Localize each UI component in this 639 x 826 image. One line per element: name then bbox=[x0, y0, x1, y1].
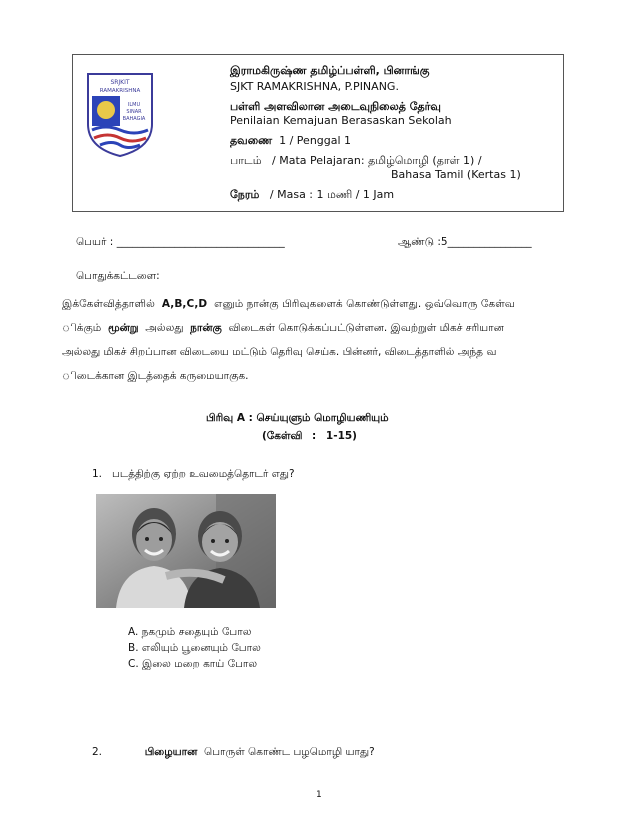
exam-title-malay: Penilaian Kemajuan Berasaskan Sekolah bbox=[230, 114, 452, 127]
time-value: / Masa : 1 மணி / 1 Jam bbox=[269, 188, 395, 201]
subject-label: பாடம் bbox=[230, 154, 262, 167]
instructions-line-2: ிக்கும் மூன்று அல்லது நான்கு விடைகள் கொடுக்கப்பட்டுள்ளன. இவற்றுள் மிகச் சரியான bbox=[62, 322, 504, 334]
time-line bbox=[230, 188, 394, 202]
school-name-tamil: இராமகிருஷ்ண தமிழ்ப்பள்ளி, பினாங்கு bbox=[230, 64, 430, 77]
section-subtitle: (கேள்வி : 1-15) bbox=[262, 430, 357, 442]
subject-value-line-2: Bahasa Tamil (Kertas 1) bbox=[391, 168, 521, 181]
photo-two-boys bbox=[96, 494, 276, 608]
term-value: 1 / Penggal 1 bbox=[279, 134, 352, 147]
term-line bbox=[230, 134, 351, 148]
logo-top-text: SRJKIT bbox=[110, 79, 130, 86]
time-label: நேரம் bbox=[230, 188, 260, 201]
instructions-line-1: இக்கேள்வித்தாளில் A,B,C,D எனும் நான்கு பிரிவுகளைக் கொண்டுள்ளது. ஒவ்வொரு கேள்வ bbox=[62, 298, 515, 310]
instructions-heading: பொதுக்கட்டளை: bbox=[76, 270, 160, 282]
option-c: C. இலை மறை காய் போல bbox=[128, 658, 258, 670]
logo-name-text: RAMAKRISHNA bbox=[99, 88, 141, 94]
option-a: A. நகமும் சதையும் போல bbox=[128, 626, 252, 638]
instructions-line-3: அல்லது மிகச் சிறப்பான விடையை மட்டும் தெரிவு செய்க. பின்னர், விடைத்தாளில் அந்த வ bbox=[62, 346, 497, 358]
option-b: B. எலியும் பூனையும் போல bbox=[128, 642, 261, 654]
question-text: பொருள் கொண்ட பழமொழி யாது? bbox=[204, 746, 375, 758]
logo-motto-3: BAHAGIA bbox=[122, 116, 146, 122]
subject-line bbox=[230, 154, 482, 168]
page-number: 1 bbox=[316, 790, 322, 800]
school-logo bbox=[84, 70, 156, 158]
school-name-english: SJKT RAMAKRISHNA, P.PINANG. bbox=[230, 80, 399, 93]
question-emphasis: பிழையான bbox=[144, 746, 198, 758]
question-number: 2. bbox=[92, 746, 103, 758]
logo-motto-2: SINAR bbox=[126, 109, 142, 115]
student-name-field: பெயர் : ________________________________ bbox=[76, 236, 285, 248]
subject-value: / Mata Pelajaran: தமிழ்மொழி (தாள் 1) / bbox=[272, 154, 482, 167]
term-label: தவணை bbox=[230, 134, 273, 147]
question-text: படத்திற்கு ஏற்ற உவமைத்தொடர் எது? bbox=[112, 468, 295, 480]
question-number: 1. bbox=[92, 468, 103, 480]
question-1 bbox=[92, 468, 295, 481]
exam-title-tamil: பள்ளி அளவிலான அடைவுநிலைத் தேர்வு bbox=[230, 100, 441, 113]
instructions-line-4: ிடைக்கான இடத்தைக் கருமையாகுக. bbox=[62, 370, 249, 382]
section-title: பிரிவு A : செய்யுளும் மொழியணியும் bbox=[206, 412, 389, 424]
question-2 bbox=[92, 746, 375, 759]
student-year-field: ஆண்டு :5________________ bbox=[398, 236, 532, 248]
logo-motto-1: ILMU bbox=[127, 102, 141, 108]
